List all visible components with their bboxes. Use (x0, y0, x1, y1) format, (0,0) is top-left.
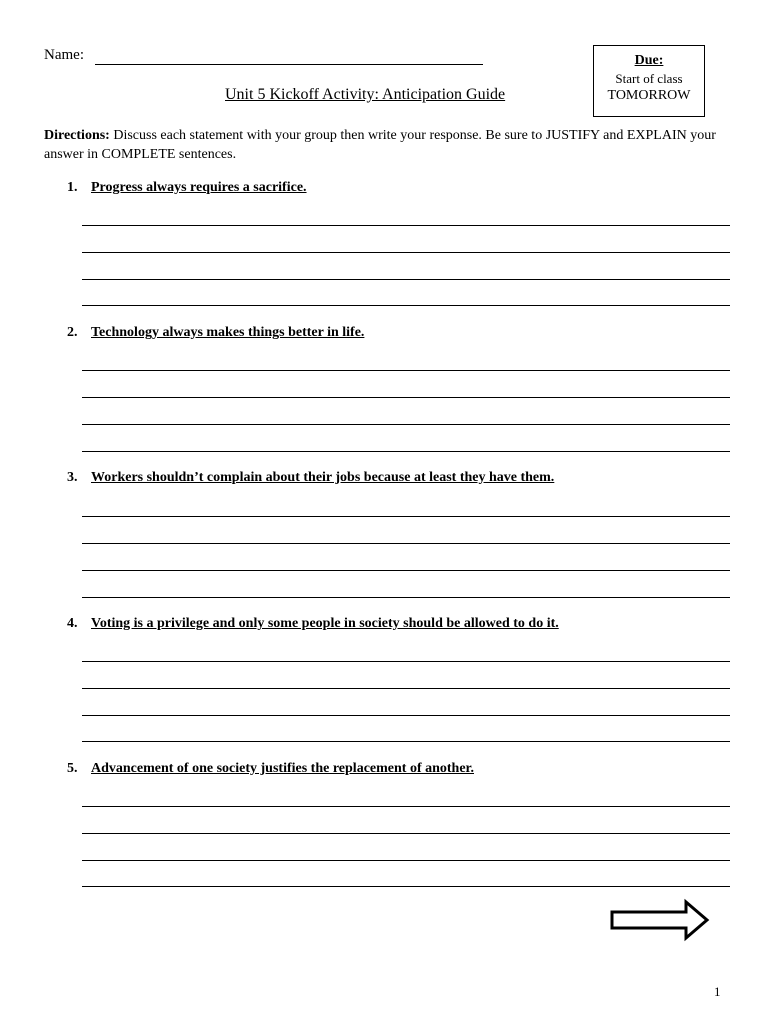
answer-line[interactable] (82, 397, 730, 398)
question-number: 5. (67, 761, 78, 776)
answer-line[interactable] (82, 860, 730, 861)
answer-line[interactable] (82, 252, 730, 253)
question-number: 4. (67, 616, 78, 631)
answer-line[interactable] (82, 741, 730, 742)
question-4 (67, 616, 559, 632)
answer-line[interactable] (82, 225, 730, 226)
question-2 (67, 325, 364, 341)
answer-line[interactable] (82, 833, 730, 834)
answer-line[interactable] (82, 424, 730, 425)
answer-line[interactable] (82, 451, 730, 452)
page-title: Unit 5 Kickoff Activity: Anticipation Guide (225, 86, 506, 103)
answer-line[interactable] (82, 543, 730, 544)
due-when: TOMORROW (607, 88, 691, 103)
answer-line[interactable] (82, 570, 730, 571)
question-number: 1. (67, 180, 78, 195)
answer-line[interactable] (82, 597, 730, 598)
name-label: Name: (44, 47, 84, 63)
due-label: Due: (634, 53, 664, 68)
due-subtext: Start of class (615, 71, 683, 86)
question-number: 2. (67, 325, 78, 340)
answer-line[interactable] (82, 305, 730, 306)
answer-line[interactable] (82, 806, 730, 807)
question-text: Technology always makes things better in life. (91, 325, 365, 340)
directions (44, 126, 734, 164)
answer-line[interactable] (82, 886, 730, 887)
answer-line[interactable] (82, 370, 730, 371)
name-blank-line[interactable] (95, 64, 483, 65)
page-number: 1 (714, 984, 721, 999)
question-text: Advancement of one society justifies the replacement of another. (91, 761, 474, 776)
directions-text: Discuss each statement with your group then write your response. Be sure to JUSTIFY and EXPLAIN your answer in COMPLETE sentences. (44, 128, 716, 162)
answer-line[interactable] (82, 279, 730, 280)
question-1 (67, 180, 307, 196)
question-text: Voting is a privilege and only some people in society should be allowed to do it. (91, 616, 559, 631)
directions-label: Directions: (44, 128, 110, 143)
due-box (593, 45, 705, 117)
right-arrow-icon (610, 898, 710, 947)
question-3 (67, 470, 554, 486)
question-text: Workers shouldn’t complain about their jobs because at least they have them. (91, 470, 555, 485)
answer-line[interactable] (82, 688, 730, 689)
question-5 (67, 761, 474, 777)
answer-line[interactable] (82, 516, 730, 517)
question-number: 3. (67, 470, 78, 485)
question-text: Progress always requires a sacrifice. (91, 180, 307, 195)
answer-line[interactable] (82, 715, 730, 716)
answer-line[interactable] (82, 661, 730, 662)
